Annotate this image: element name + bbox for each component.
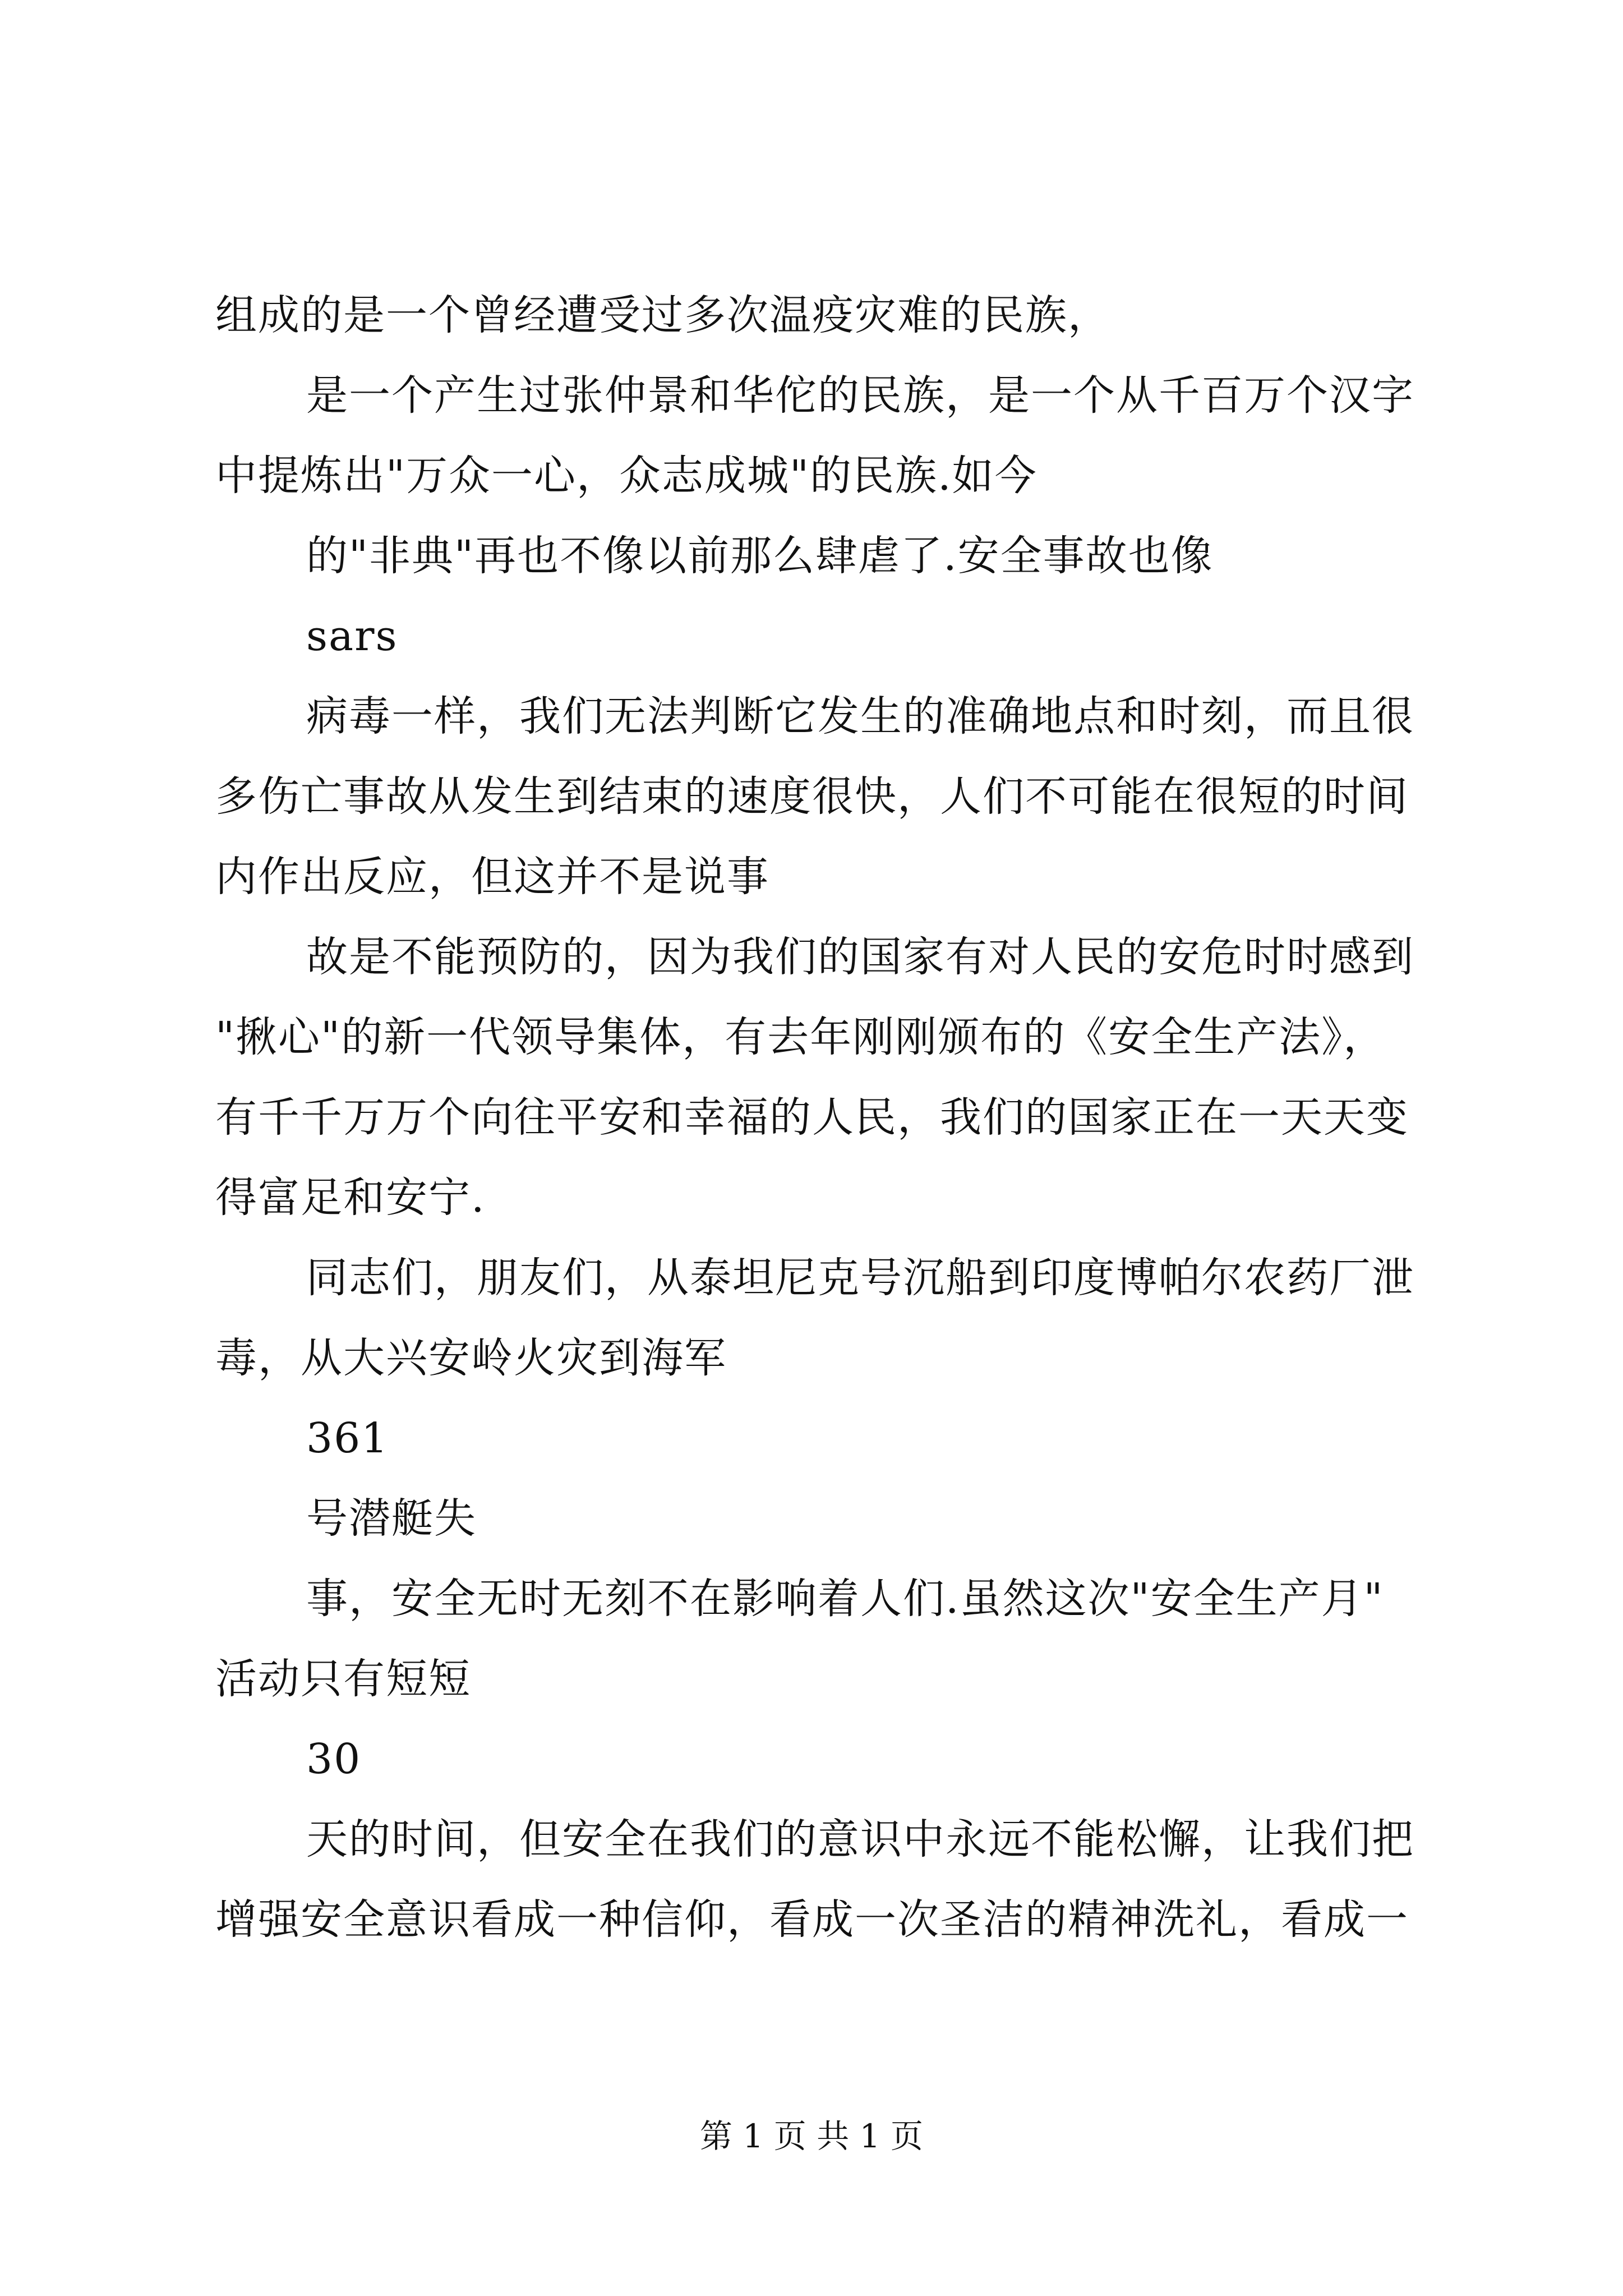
text-line: 有千千万万个向往平安和幸福的人民，我们的国家正在一天天变 — [215, 1093, 1409, 1142]
text-line: 得富足和安宁. — [215, 1174, 486, 1222]
text-line: 361 — [306, 1414, 389, 1462]
text-line: 的"非典"再也不像以前那么肆虐了.安全事故也像 — [306, 532, 1214, 580]
text-line: 内作出反应，但这并不是说事 — [215, 853, 769, 901]
text-line: 中提炼出"万众一心，众志成城"的民族.如今 — [215, 452, 1038, 500]
text-line: 病毒一样，我们无法判断它发生的准确地点和时刻，而且很 — [306, 692, 1414, 740]
page-footer: 第 1 页 共 1 页 — [700, 2117, 923, 2155]
text-line: sars — [306, 612, 398, 660]
text-line: 天的时间，但安全在我们的意识中永远不能松懈，让我们把 — [306, 1815, 1414, 1864]
text-line: "揪心"的新一代领导集体，有去年刚刚颁布的《安全生产法》， — [215, 1013, 1386, 1061]
text-line: 号潜艇失 — [306, 1494, 477, 1543]
text-line: 毒，从大兴安岭火灾到海军 — [215, 1334, 727, 1382]
text-line: 事，安全无时无刻不在影响着人们.虽然这次"安全生产月" — [306, 1575, 1384, 1623]
text-line: 同志们，朋友们，从泰坦尼克号沉船到印度博帕尔农药厂泄 — [306, 1254, 1414, 1302]
text-line: 活动只有短短 — [215, 1655, 471, 1703]
text-line: 组成的是一个曾经遭受过多次温疫灾难的民族， — [215, 291, 1110, 339]
text-line: 故是不能预防的，因为我们的国家有对人民的安危时时感到 — [306, 933, 1414, 981]
text-line: 30 — [306, 1735, 362, 1783]
text-line: 是一个产生过张仲景和华佗的民族，是一个从千百万个汉字 — [306, 371, 1414, 420]
text-line: 增强安全意识看成一种信仰，看成一次圣洁的精神洗礼，看成一 — [215, 1895, 1409, 1944]
text-line: 多伤亡事故从发生到结束的速度很快，人们不可能在很短的时间 — [215, 772, 1409, 821]
